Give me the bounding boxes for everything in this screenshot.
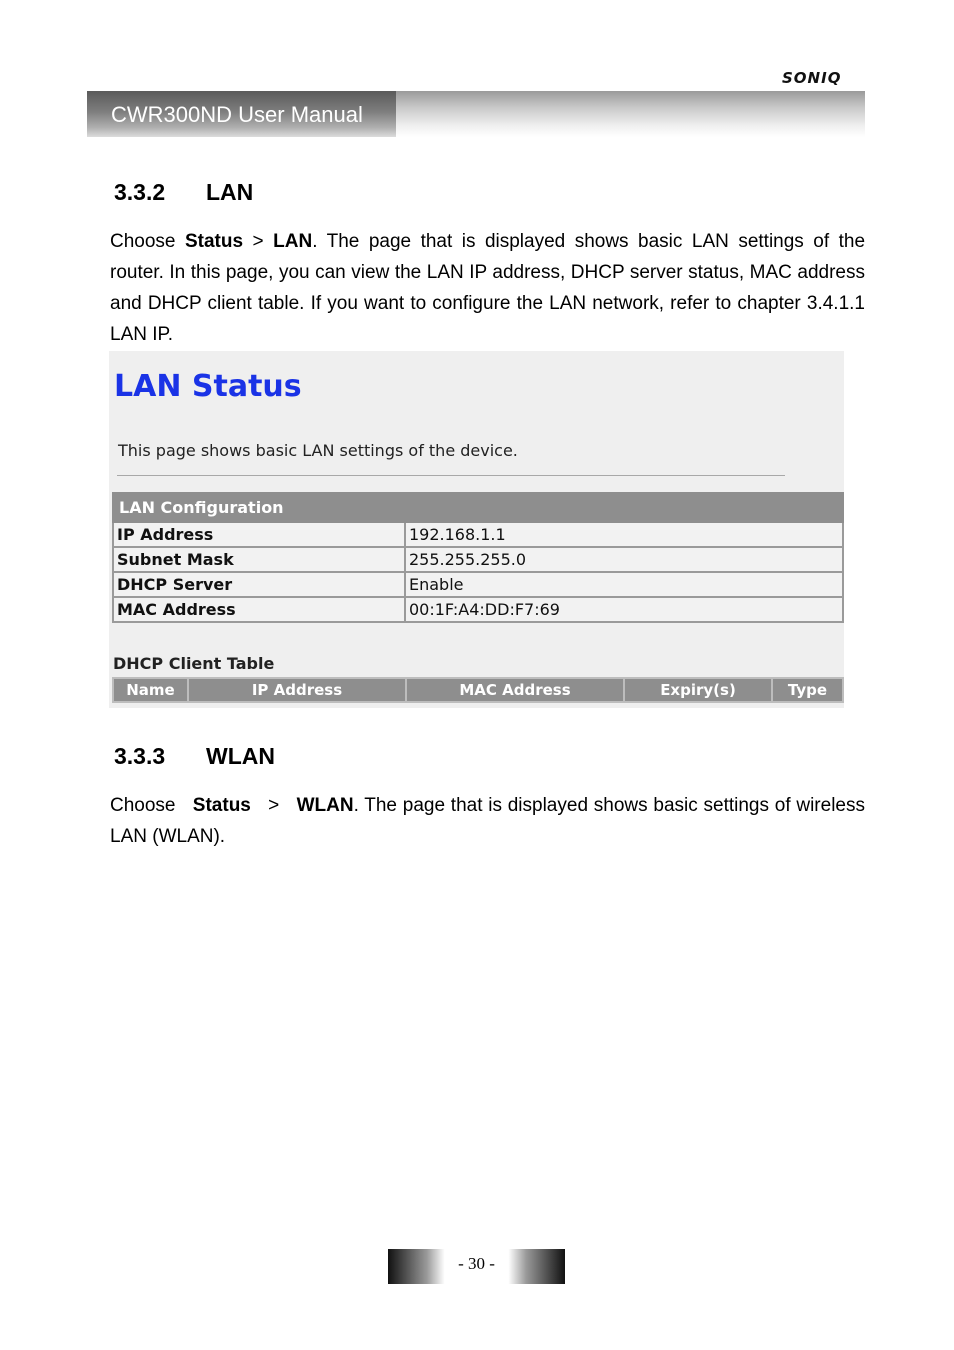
table-row (113, 522, 843, 547)
row-value: 00:1F:A4:DD:F7:69 (405, 597, 843, 622)
text-lan: LAN (273, 231, 313, 252)
section-number: 3.3.3 (114, 743, 166, 769)
row-label: DHCP Server (113, 572, 405, 597)
row-value: 255.255.255.0 (405, 547, 843, 572)
table-row (113, 547, 843, 572)
wlan-paragraph (110, 790, 865, 852)
column-header: IP Address (188, 678, 406, 702)
text-gt: > (252, 231, 264, 252)
column-header: MAC Address (406, 678, 624, 702)
text-status: Status (192, 795, 251, 816)
brand-logo: SONIQ (782, 69, 842, 87)
screenshot-description: This page shows basic LAN settings of the device. (118, 441, 518, 460)
row-value: Enable (405, 572, 843, 597)
lan-status-screenshot (109, 351, 844, 708)
row-label: MAC Address (113, 597, 405, 622)
section-heading-wlan (114, 743, 275, 770)
column-header: Expiry(s) (624, 678, 772, 702)
lan-config-table (112, 492, 844, 623)
text-status: Status (184, 231, 244, 252)
divider (117, 475, 785, 476)
page-number: - 30 - (458, 1254, 495, 1273)
section-heading-lan (114, 179, 253, 206)
row-label: IP Address (113, 522, 405, 547)
dhcp-table-title: DHCP Client Table (113, 654, 275, 673)
text-choose: Choose (110, 795, 176, 816)
section-title: WLAN (206, 743, 275, 769)
manual-title: CWR300ND User Manual (111, 102, 363, 127)
lan-paragraph (110, 226, 865, 350)
column-header: Type (772, 678, 843, 702)
text-wlan-rest: . The page that is displayed shows basic settings of wireless LAN (WLAN). (110, 795, 865, 847)
row-label: Subnet Mask (113, 547, 405, 572)
text-wlan: WLAN (296, 795, 354, 816)
table-row (113, 597, 843, 622)
text-lan-rest: . The page that is displayed shows basic LAN settings of the router. In this page, you can view the LAN IP address, DHCP server status, MAC address and DHCP client table. If you want to configure the LAN network, refer to chapter 3.4.1.1 LAN IP. (110, 231, 866, 345)
section-number: 3.3.2 (114, 179, 166, 205)
dhcp-client-table (112, 677, 844, 703)
table-header: LAN Configuration (113, 493, 843, 522)
table-row (113, 572, 843, 597)
section-title: LAN (206, 179, 254, 205)
row-value: 192.168.1.1 (405, 522, 843, 547)
screenshot-title: LAN Status (114, 369, 302, 404)
text-gt: > (268, 795, 280, 816)
column-header: Name (113, 678, 188, 702)
text-choose: Choose (110, 231, 176, 252)
